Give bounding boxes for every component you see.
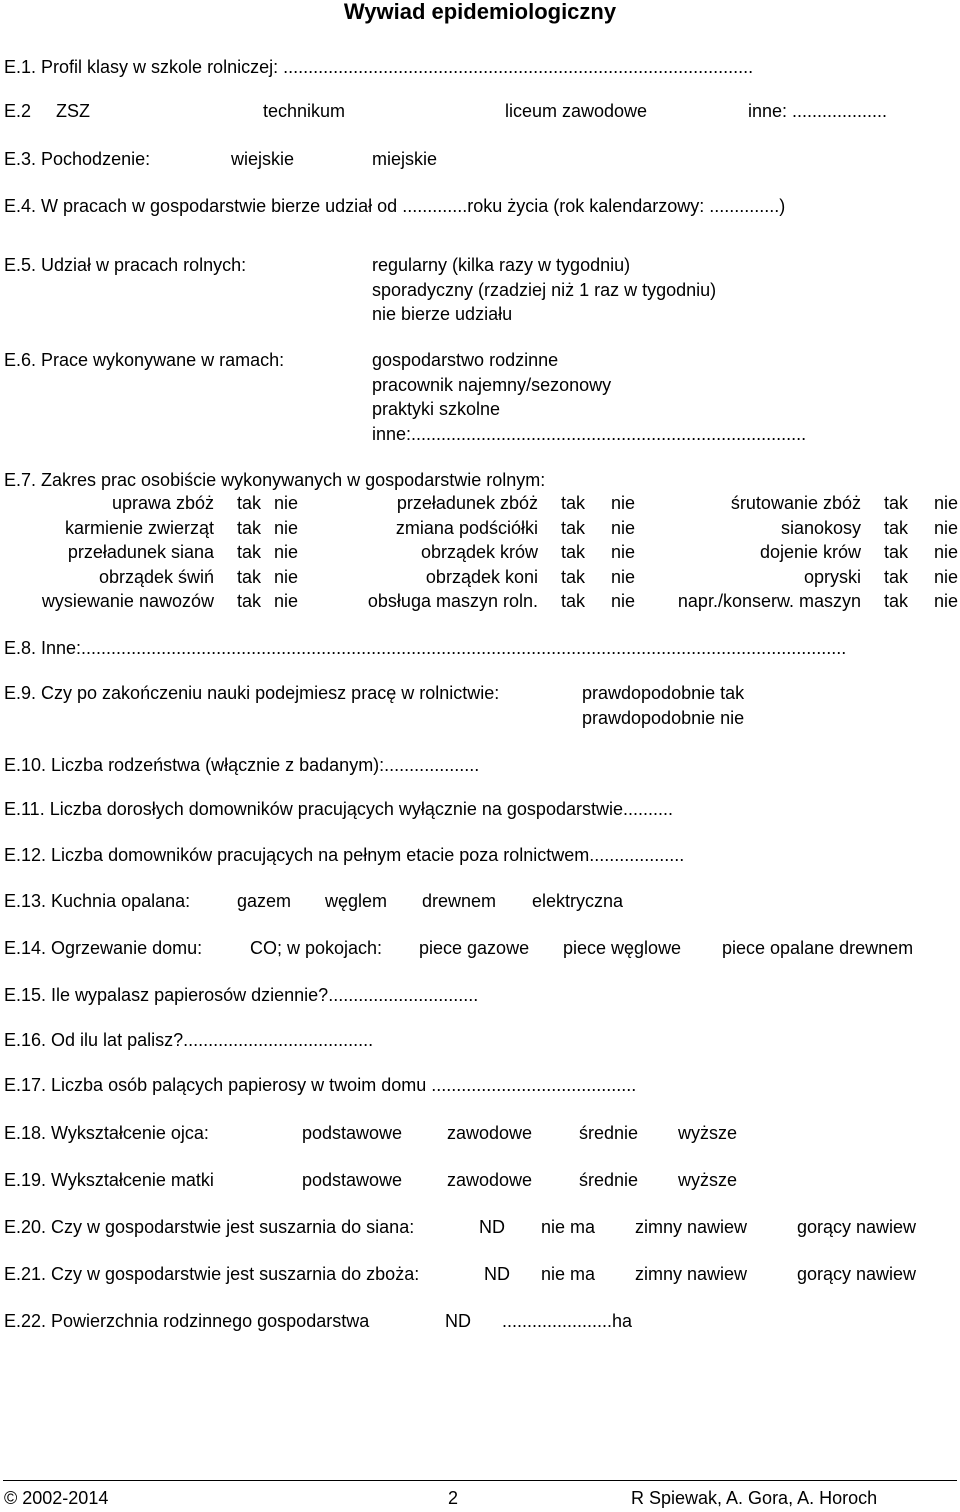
option-e6-rodzinne: gospodarstwo rodzinne — [372, 350, 559, 370]
e7-option-tak: tak — [884, 493, 909, 513]
footer-authors: R Spiewak, A. Gora, A. Horoch — [631, 1488, 878, 1508]
option-e18-podstawowe: podstawowe — [302, 1123, 403, 1143]
e7-option-tak: tak — [884, 518, 909, 538]
e7-activity-label: uprawa zbóż — [111, 493, 214, 513]
e7-option-tak: tak — [884, 567, 909, 587]
footer-divider — [3, 1480, 957, 1481]
page-title: Wywiad epidemiologiczny — [343, 0, 617, 24]
option-e20-goracy: gorący nawiew — [797, 1217, 917, 1237]
e7-option-nie: nie — [611, 518, 636, 538]
question-e9-label: E.9. Czy po zakończeniu nauki podejmiesz pracę w rolnictwie: — [4, 683, 500, 703]
question-e6-label: E.6. Prace wykonywane w ramach: — [4, 350, 285, 370]
e7-activity-label: przeładunek zbóż — [396, 493, 538, 513]
question-e19-label: E.19. Wykształcenie matki — [4, 1170, 214, 1190]
question-e20-label: E.20. Czy w gospodarstwie jest suszarnia do siana: — [4, 1217, 415, 1237]
e7-activity-label: opryski — [803, 567, 861, 587]
question-e1: E.1. Profil klasy w szkole rolniczej: .............................................................................................. — [4, 57, 754, 77]
e7-option-nie: nie — [934, 493, 959, 513]
option-e18-wyzsze: wyższe — [678, 1123, 738, 1143]
question-e15: E.15. Ile wypalasz papierosów dziennie?.............................. — [4, 985, 479, 1005]
e7-option-tak: tak — [884, 591, 909, 611]
option-e9-nie: prawdopodobnie nie — [582, 708, 745, 728]
option-e6-inne: inne:............................................................................... — [372, 424, 807, 444]
e7-option-nie: nie — [274, 542, 299, 562]
option-e13-drewnem: drewnem — [422, 891, 497, 911]
question-e22-label: E.22. Powierzchnia rodzinnego gospodarstwa — [4, 1311, 370, 1331]
e7-activity-label: zmiana podściółki — [395, 518, 538, 538]
question-e3-label: E.3. Pochodzenie: — [4, 149, 151, 169]
option-e19-podstawowe: podstawowe — [302, 1170, 403, 1190]
e7-option-nie: nie — [274, 567, 299, 587]
option-e20-nd: ND — [479, 1217, 505, 1237]
footer-copyright: © 2002-2014 — [4, 1488, 109, 1508]
option-e21-nd: ND — [484, 1264, 510, 1284]
e7-option-tak: tak — [237, 591, 262, 611]
e7-option-nie: nie — [611, 591, 636, 611]
option-e2-technikum: technikum — [263, 101, 346, 121]
option-e6-praktyki: praktyki szkolne — [372, 399, 501, 419]
option-e22-ha: ......................ha — [502, 1311, 633, 1331]
e7-option-tak: tak — [237, 567, 262, 587]
e7-option-nie: nie — [611, 567, 636, 587]
e7-activity-label: wysiewanie nawozów — [41, 591, 214, 611]
e7-activity-label: napr./konserw. maszyn — [677, 591, 861, 611]
option-e2-inne: inne: ................... — [748, 101, 888, 121]
question-e12: E.12. Liczba domowników pracujących na pełnym etacie poza rolnictwem................... — [4, 845, 685, 865]
e7-option-nie: nie — [611, 542, 636, 562]
option-e21-nie-ma: nie ma — [541, 1264, 596, 1284]
option-e20-zimny: zimny nawiew — [635, 1217, 748, 1237]
option-e20-nie-ma: nie ma — [541, 1217, 596, 1237]
e7-option-tak: tak — [561, 567, 586, 587]
option-e2-zsz: ZSZ — [56, 101, 90, 121]
e7-activity-label: obsługa maszyn roln. — [367, 591, 538, 611]
e7-option-tak: tak — [237, 542, 262, 562]
e7-activity-label: sianokosy — [780, 518, 861, 538]
e7-activity-label: śrutowanie zbóż — [730, 493, 861, 513]
option-e9-tak: prawdopodobnie tak — [582, 683, 745, 703]
e7-activity-label: karmienie zwierząt — [64, 518, 214, 538]
question-e16: E.16. Od ilu lat palisz?...................................... — [4, 1030, 374, 1050]
e7-option-nie: nie — [934, 542, 959, 562]
e7-option-tak: tak — [561, 493, 586, 513]
option-e18-srednie: średnie — [579, 1123, 639, 1143]
option-e19-wyzsze: wyższe — [678, 1170, 738, 1190]
option-e13-weglem: węglem — [325, 891, 388, 911]
option-e14-drewnem: piece opalane drewnem — [722, 938, 914, 958]
option-e19-srednie: średnie — [579, 1170, 639, 1190]
question-e21-label: E.21. Czy w gospodarstwie jest suszarnia do zboża: — [4, 1264, 420, 1284]
option-e21-zimny: zimny nawiew — [635, 1264, 748, 1284]
question-e13-label: E.13. Kuchnia opalana: — [4, 891, 191, 911]
option-e5-nie-bierze: nie bierze udziału — [372, 304, 513, 324]
option-e14-weglowe: piece węglowe — [563, 938, 682, 958]
option-e3-miejskie: miejskie — [372, 149, 438, 169]
e7-activity-label: obrządek krów — [420, 542, 538, 562]
option-e13-gazem: gazem — [237, 891, 292, 911]
question-e18-label: E.18. Wykształcenie ojca: — [4, 1123, 209, 1143]
e7-option-nie: nie — [934, 518, 959, 538]
option-e14-gazowe: piece gazowe — [419, 938, 530, 958]
e7-option-tak: tak — [237, 493, 262, 513]
e7-option-nie: nie — [274, 493, 299, 513]
question-e11: E.11. Liczba dorosłych domowników pracujących wyłącznie na gospodarstwie.......... — [4, 799, 673, 819]
question-e17: E.17. Liczba osób palących papierosy w twoim domu ......................................... — [4, 1075, 637, 1095]
option-e14-co: CO; w pokojach: — [250, 938, 383, 958]
e7-option-nie: nie — [611, 493, 636, 513]
option-e22-nd: ND — [445, 1311, 471, 1331]
footer-page-number: 2 — [448, 1488, 459, 1508]
option-e13-elektryczna: elektryczna — [532, 891, 624, 911]
e7-option-tak: tak — [561, 518, 586, 538]
e7-activity-label: obrządek koni — [425, 567, 538, 587]
e7-option-nie: nie — [934, 567, 959, 587]
e7-option-tak: tak — [561, 591, 586, 611]
question-e2-number: E.2 — [4, 101, 32, 121]
e7-activity-label: przeładunek siana — [67, 542, 214, 562]
e7-activity-label: obrządek świń — [98, 567, 214, 587]
e7-option-nie: nie — [274, 591, 299, 611]
question-e10: E.10. Liczba rodzeństwa (włącznie z badanym):................... — [4, 755, 480, 775]
e7-option-tak: tak — [884, 542, 909, 562]
e7-option-nie: nie — [934, 591, 959, 611]
question-e5-label: E.5. Udział w pracach rolnych: — [4, 255, 247, 275]
option-e18-zawodowe: zawodowe — [447, 1123, 533, 1143]
question-e4: E.4. W pracach w gospodarstwie bierze udział od .............roku życia (rok kalendarzowy: ..............) — [4, 196, 786, 216]
option-e3-wiejskie: wiejskie — [231, 149, 295, 169]
e7-option-nie: nie — [274, 518, 299, 538]
option-e21-goracy: gorący nawiew — [797, 1264, 917, 1284]
question-e7-label: E.7. Zakres prac osobiście wykonywanych w gospodarstwie rolnym: — [4, 470, 546, 490]
option-e6-najemny: pracownik najemny/sezonowy — [372, 375, 612, 395]
question-e8: E.8. Inne:......................................................................................................................................................... — [4, 638, 847, 658]
e7-option-tak: tak — [561, 542, 586, 562]
e7-activity-label: dojenie krów — [759, 542, 861, 562]
option-e2-liceum: liceum zawodowe — [505, 101, 648, 121]
question-e14-label: E.14. Ogrzewanie domu: — [4, 938, 203, 958]
option-e5-sporadyczny: sporadyczny (rzadziej niż 1 raz w tygodniu) — [372, 280, 717, 300]
option-e19-zawodowe: zawodowe — [447, 1170, 533, 1190]
option-e5-regularny: regularny (kilka razy w tygodniu) — [372, 255, 631, 275]
e7-option-tak: tak — [237, 518, 262, 538]
